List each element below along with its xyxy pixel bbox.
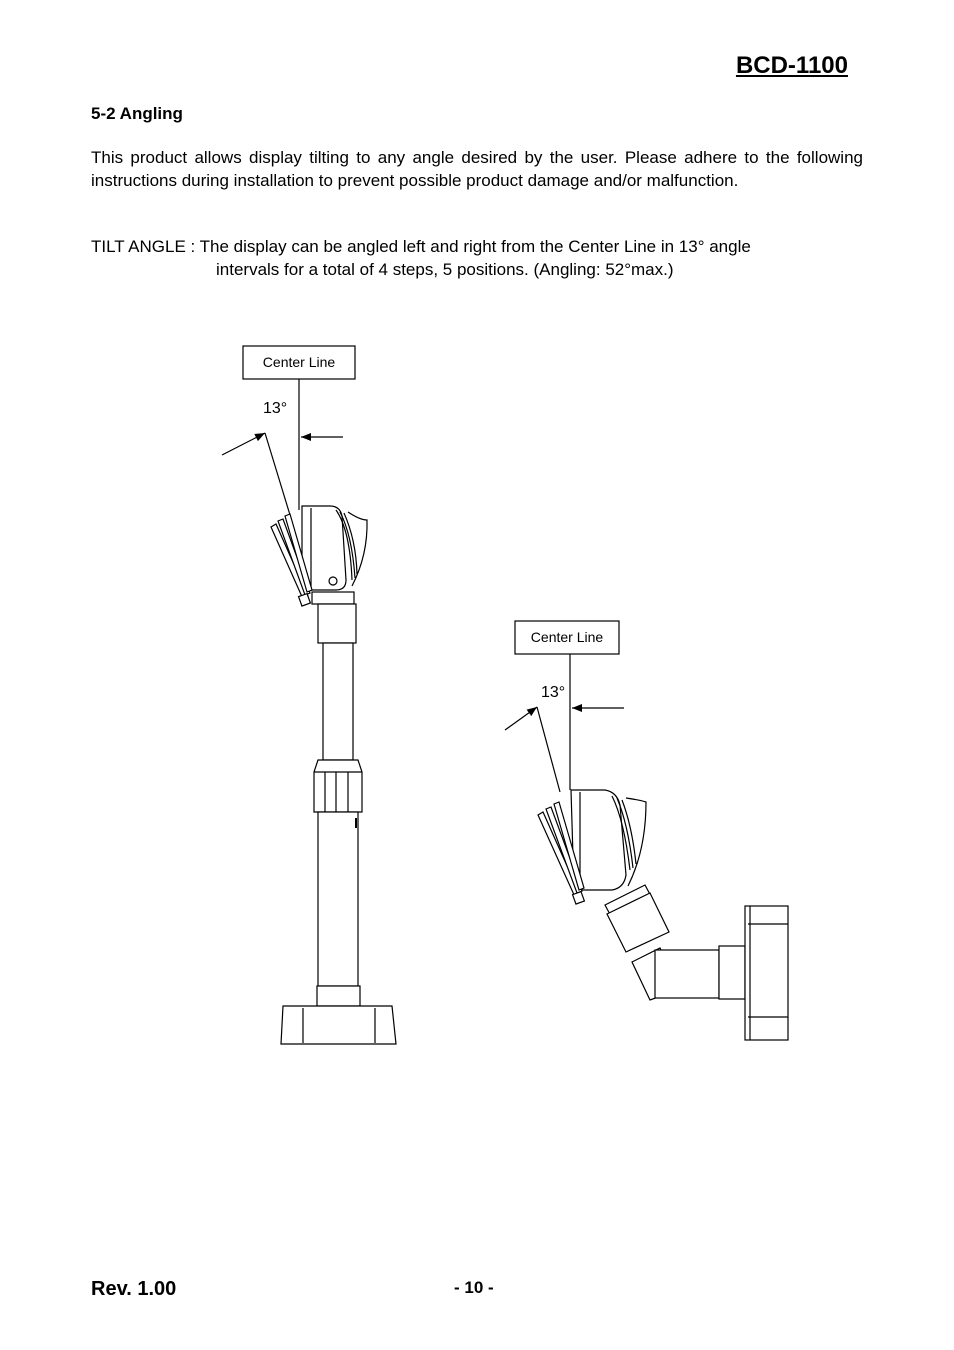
center-line-label: Center Line — [262, 354, 336, 370]
intro-paragraph: This product allows display tilting to any angle desired by the user. Please adhere to the following instructions during installation to prevent possible product damage and/or malfunction. — [91, 148, 863, 190]
angle-label: 13° — [263, 400, 288, 417]
center-line-label: Center Line — [530, 629, 604, 645]
tilt-line-2: intervals for a total of 4 steps, 5 positions. (Angling: 52°max.) — [216, 259, 674, 279]
document-code: BCD-1100 — [735, 52, 848, 79]
display-head — [271, 506, 367, 606]
pole-mount-figure — [222, 346, 396, 1044]
tilt-line — [537, 707, 560, 792]
tilt-line-1: TILT ANGLE : The display can be angled left and right from the Center Line in 13° angle — [91, 237, 751, 256]
wall-mount-figure — [505, 621, 788, 1040]
tilt-arrow — [222, 433, 265, 455]
revision-label: Rev. 1.00 — [91, 1278, 177, 1300]
pole-stand — [281, 592, 396, 1044]
page-number: - 10 - — [454, 1278, 494, 1297]
display-head — [538, 790, 646, 904]
wall-arm-bracket — [605, 885, 788, 1040]
tilt-line — [265, 433, 290, 515]
tilt-arrow — [505, 707, 537, 730]
section-title: 5-2 Angling — [91, 104, 183, 123]
angle-label: 13° — [541, 684, 566, 701]
